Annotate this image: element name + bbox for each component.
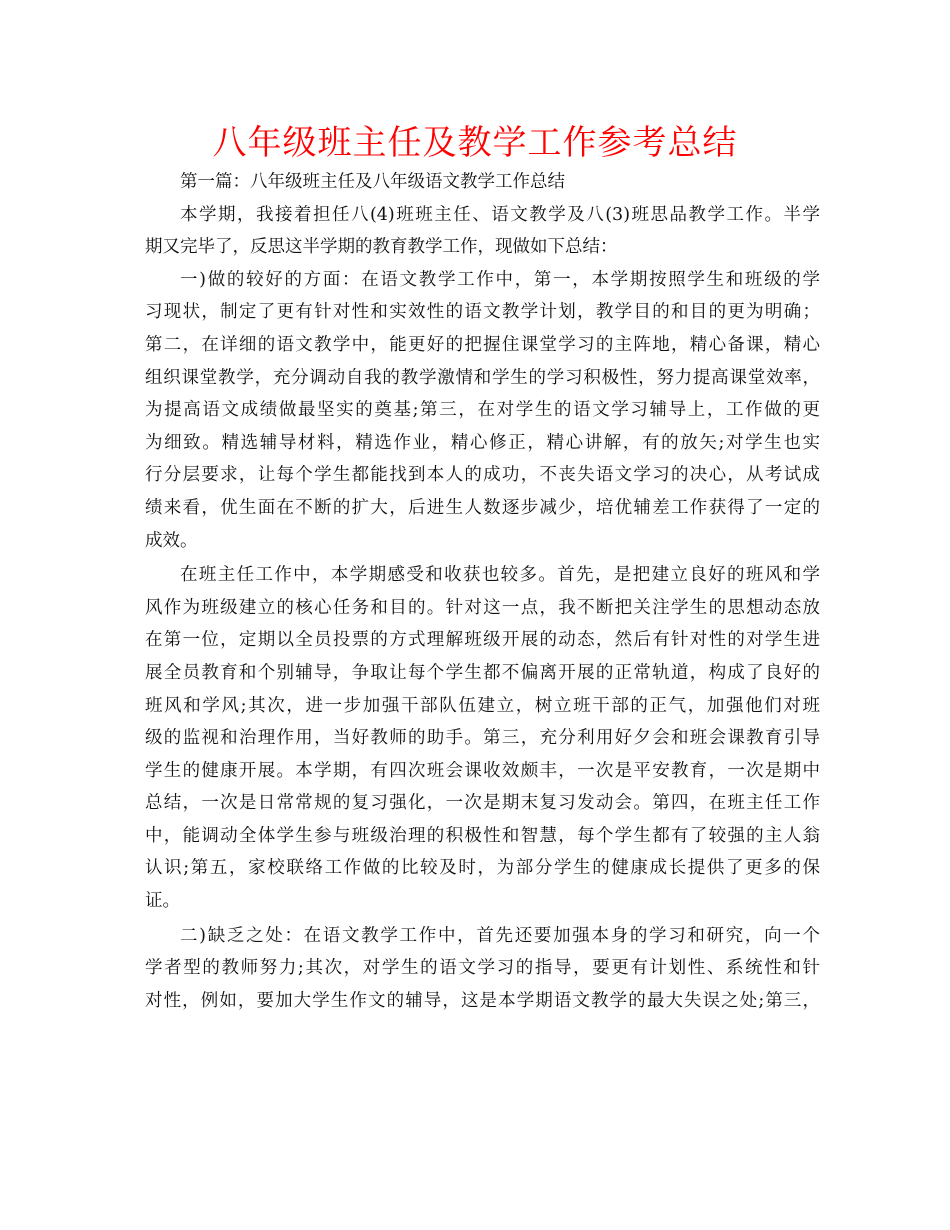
paragraph-line: 证。 (145, 891, 180, 912)
paragraph-line: 在班主任工作中，本学期感受和收获也较多。首先，是把建立良好的班风和学 (180, 565, 820, 586)
paragraph-line: 对性，例如，要加大学生作文的辅导，这是本学期语文教学的最大失误之处;第三， (145, 990, 820, 1011)
paragraph-line: 习现状，制定了更有针对性和实效性的语文教学计划，教学目的和目的更为明确； (145, 302, 820, 323)
paragraph-line: 风作为班级建立的核心任务和目的。针对这一点，我不断把关注学生的思想动态放 (145, 597, 820, 618)
paragraph-line: 班风和学风;其次，进一步加强干部队伍建立，树立班干部的正气，加强他们对班 (145, 695, 820, 716)
paragraph-line: 学生的健康开展。本学期，有四次班会课收效颇丰，一次是平安教育，一次是期中 (145, 760, 820, 781)
paragraph-line: 绩来看，优生面在不断的扩大，后进生人数逐步减少，培优辅差工作获得了一定的 (145, 497, 820, 518)
paragraph-line: 为提高语文成绩做最坚实的奠基;第三，在对学生的语文学习辅导上，工作做的更 (145, 400, 820, 421)
paragraph-line: 在第一位，定期以全员投票的方式理解班级开展的动态，然后有针对性的对学生进 (145, 630, 820, 651)
document-title: 八年级班主任及教学工作参考总结 (212, 123, 738, 163)
paragraph-line: 期又完毕了，反思这半学期的教育教学工作，现做如下总结： (145, 237, 618, 258)
paragraph-line: 行分层要求，让每个学生都能找到本人的成功，不丧失语文学习的决心，从考试成 (145, 465, 820, 486)
paragraph-line: 总结，一次是日常常规的复习强化，一次是期末复习发动会。第四，在班主任工作 (145, 793, 820, 814)
paragraph-line: 成效。 (145, 530, 198, 551)
document-body (145, 166, 820, 1017)
section-heading: 第一篇：八年级班主任及八年级语文教学工作总结 (180, 172, 565, 192)
paragraph-line: 学者型的教师努力;其次，对学生的语文学习的指导，要更有计划性、系统性和针 (145, 958, 820, 979)
paragraph-line: 组织课堂教学，充分调动自我的教学激情和学生的学习积极性，努力提高课堂效率， (145, 367, 820, 388)
paragraph-line: 展全员教育和个别辅导，争取让每个学生都不偏离开展的正常轨道，构成了良好的 (145, 662, 820, 683)
paragraph-line: 中，能调动全体学生参与班级治理的积极性和智慧，每个学生都有了较强的主人翁 (145, 825, 820, 846)
paragraph-line: 一)做的较好的方面：在语文教学工作中，第一，本学期按照学生和班级的学 (180, 269, 820, 290)
paragraph-line: 级的监视和治理作用，当好教师的助手。第三，充分利用好夕会和班会课教育引导 (145, 728, 820, 749)
paragraph-line: 第二，在详细的语文教学中，能更好的把握住课堂学习的主阵地，精心备课，精心 (145, 334, 820, 355)
paragraph-line: 二)缺乏之处：在语文教学工作中，首先还要加强本身的学习和研究，向一个 (180, 925, 820, 946)
paragraph-line: 认识;第五，家校联络工作做的比较及时，为部分学生的健康成长提供了更多的保 (145, 858, 820, 879)
paragraph-line: 本学期，我接着担任八(4)班班主任、语文教学及八(3)班思品教学工作。半学 (180, 204, 820, 225)
paragraph-line: 为细致。精选辅导材料，精选作业，精心修正，精心讲解，有的放矢;对学生也实 (145, 432, 820, 453)
